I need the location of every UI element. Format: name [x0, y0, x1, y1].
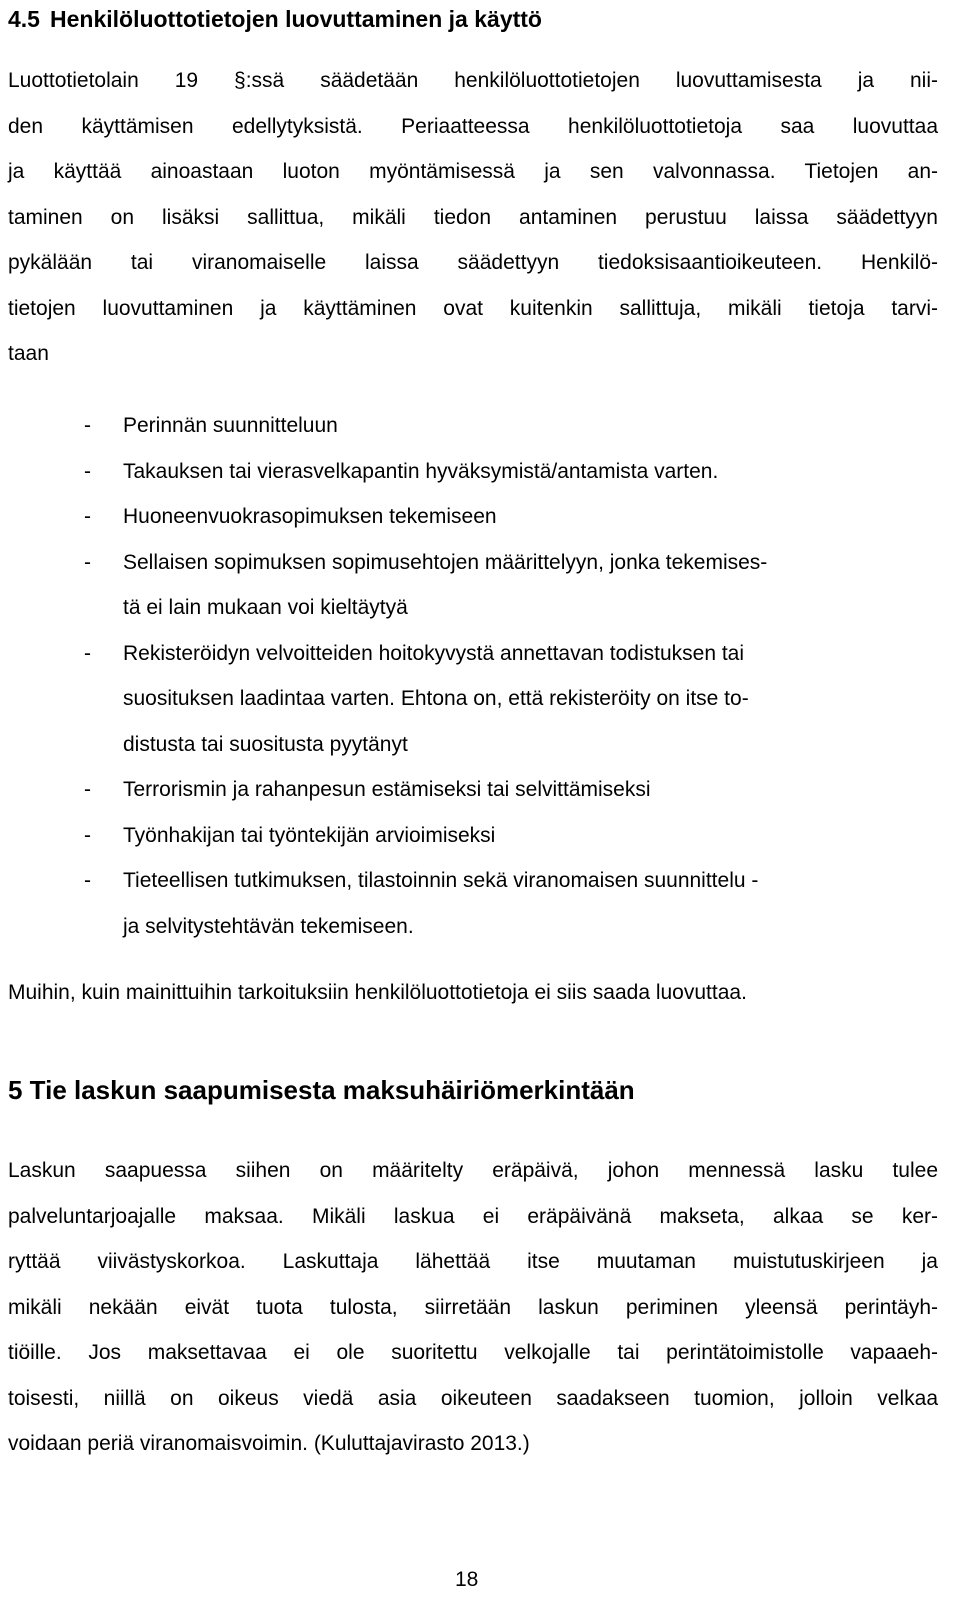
list-item-text: Takauksen tai vierasvelkapantin hyväksymistä/antamista varten.: [123, 459, 719, 483]
list-dash: -: [84, 823, 91, 847]
list-item-text: Työnhakijan tai työntekijän arvioimiseksi: [123, 823, 496, 847]
list-item-text: Huoneenvuokrasopimuksen tekemiseen: [123, 505, 497, 528]
paragraph-line: mikäli nekään eivät tuota tulosta, siirretään laskun periminen yleensä perintäyh-: [8, 1295, 938, 1319]
paragraph-line: ja käyttää ainoastaan luoton myöntämisessä ja sen valvonnassa. Tietojen an-: [8, 160, 938, 183]
page-number: 18: [455, 1568, 479, 1591]
list-item: [8, 631, 938, 768]
intro-paragraph: [8, 58, 938, 377]
closing-paragraph: [8, 970, 938, 1016]
list-item: [8, 767, 938, 813]
paragraph-line: tiöille. Jos maksettavaa ei ole suoritettu velkojalle tai perintätoimistolle vapaaeh-: [8, 1341, 938, 1364]
list-dash: -: [84, 459, 91, 483]
section-number: 4.5: [8, 6, 40, 32]
chapter-paragraph: [8, 1148, 938, 1467]
list-dash: -: [84, 869, 91, 892]
list-item-text: ja selvitystehtävän tekemiseen.: [123, 914, 414, 938]
list-dash: -: [84, 550, 91, 574]
paragraph-line: pykälään tai viranomaiselle laissa säädettyyn tiedoksisaantioikeuteen. Henkilö-: [8, 251, 938, 274]
list-item-text: Tieteellisen tutkimuksen, tilastoinnin sekä viranomaisen suunnittelu -: [123, 869, 759, 892]
paragraph-line: taan: [8, 342, 49, 365]
list-item: [8, 403, 938, 449]
paragraph-line: ryttää viivästyskorkoa. Laskuttaja lähettää itse muutaman muistutuskirjeen ja: [8, 1250, 938, 1273]
list-item-text: Rekisteröidyn velvoitteiden hoitokyvystä annettavan todistuksen tai: [123, 641, 745, 665]
paragraph-line: Laskun saapuessa siihen on määritelty eräpäivä, johon mennessä lasku tulee: [8, 1159, 938, 1182]
paragraph-line: tietojen luovuttaminen ja käyttäminen ovat kuitenkin sallittuja, mikäli tietoja tarvi-: [8, 296, 938, 320]
chapter-heading: 5 Tie laskun saapumisesta maksuhäiriömerkintään: [8, 1075, 635, 1105]
paragraph-line: voidaan periä viranomaisvoimin. (Kuluttajavirasto 2013.): [8, 1432, 530, 1455]
list-item-text: Perinnän suunnitteluun: [123, 414, 338, 437]
list-dash: -: [84, 641, 91, 665]
paragraph-line: Muihin, kuin mainittuihin tarkoituksiin henkilöluottotietoja ei siis saada luovuttaa.: [8, 981, 747, 1004]
paragraph-line: Luottotietolain 19 §:ssä säädetään henkilöluottotietojen luovuttamisesta ja nii-: [8, 69, 938, 92]
list-item: [8, 540, 938, 631]
section-title: Henkilöluottotietojen luovuttaminen ja käyttö: [50, 6, 542, 32]
list-item-text: Terrorismin ja rahanpesun estämiseksi tai selvittämiseksi: [123, 778, 651, 801]
list-dash: -: [84, 505, 91, 528]
list-item-text: suosituksen laadintaa varten. Ehtona on, että rekisteröity on itse to-: [123, 687, 749, 710]
list-item-text: tä ei lain mukaan voi kieltäytyä: [123, 596, 408, 619]
purpose-list: [8, 403, 938, 949]
paragraph-line: den käyttämisen edellytyksistä. Periaatteessa henkilöluottotietoja saa luovuttaa: [8, 114, 938, 138]
list-item: [8, 449, 938, 495]
paragraph-line: palveluntarjoajalle maksaa. Mikäli laskua ei eräpäivänä makseta, alkaa se ker-: [8, 1204, 938, 1228]
list-dash: -: [84, 778, 91, 801]
list-item: [8, 494, 938, 540]
list-dash: -: [84, 414, 91, 437]
list-item: [8, 813, 938, 859]
list-item-text: Sellaisen sopimuksen sopimusehtojen määrittelyyn, jonka tekemises-: [123, 550, 768, 574]
paragraph-line: toisesti, niillä on oikeus viedä asia oikeuteen saadakseen tuomion, jolloin velkaa: [8, 1386, 938, 1410]
list-item: [8, 858, 938, 949]
paragraph-line: taminen on lisäksi sallittua, mikäli tiedon antaminen perustuu laissa säädettyyn: [8, 205, 938, 229]
list-item-text: distusta tai suositusta pyytänyt: [123, 732, 408, 756]
section-heading: [8, 6, 542, 33]
